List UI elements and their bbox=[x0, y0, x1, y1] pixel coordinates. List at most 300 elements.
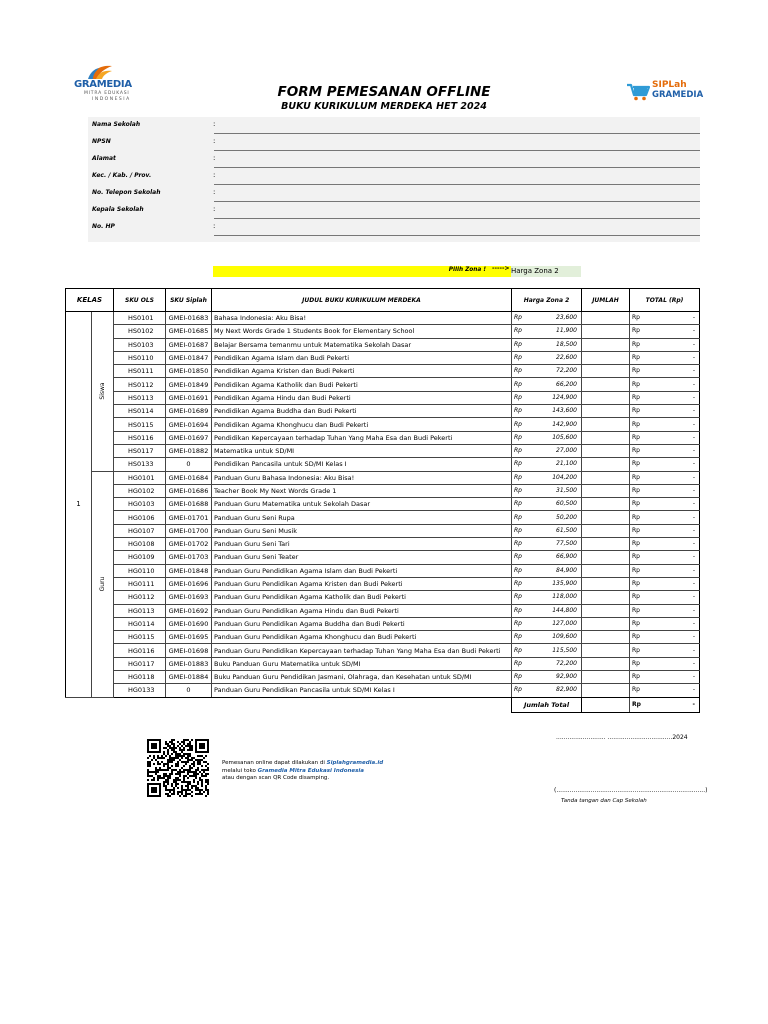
sku-siplah-cell: GMEI-01882 bbox=[166, 444, 212, 457]
harga-value: 115,500 bbox=[552, 646, 577, 654]
currency-label: Rp bbox=[514, 354, 522, 362]
role-label: Guru bbox=[98, 576, 106, 592]
info-row-kecamatan[interactable] bbox=[88, 168, 700, 185]
sku-ols-cell: HG0110 bbox=[114, 564, 166, 577]
info-value[interactable]: : bbox=[213, 137, 216, 145]
total-cell bbox=[630, 471, 700, 484]
harga-cell bbox=[512, 325, 582, 338]
table-row bbox=[66, 312, 700, 325]
harga-cell bbox=[512, 484, 582, 497]
logo-right-line2: GRAMEDIA bbox=[652, 90, 704, 100]
logo-right-line1: SIPLah bbox=[652, 80, 687, 90]
harga-cell bbox=[512, 671, 582, 684]
jumlah-input[interactable] bbox=[582, 338, 630, 351]
sku-ols-cell: HG0114 bbox=[114, 617, 166, 630]
harga-cell bbox=[512, 551, 582, 564]
jumlah-input[interactable] bbox=[582, 351, 630, 364]
table-row bbox=[66, 405, 700, 418]
jumlah-input[interactable] bbox=[582, 631, 630, 644]
harga-value: 135,900 bbox=[552, 580, 577, 588]
harga-value: 118,000 bbox=[552, 593, 577, 601]
harga-value: 27,000 bbox=[556, 447, 577, 455]
harga-cell bbox=[512, 444, 582, 457]
table-row bbox=[66, 391, 700, 404]
harga-cell bbox=[512, 391, 582, 404]
harga-value: 105,600 bbox=[552, 433, 577, 441]
sku-ols-cell: HG0133 bbox=[114, 684, 166, 697]
jumlah-input[interactable] bbox=[582, 365, 630, 378]
jumlah-input[interactable] bbox=[582, 591, 630, 604]
jumlah-input[interactable] bbox=[582, 524, 630, 537]
total-value: - bbox=[692, 526, 695, 534]
currency-label: Rp bbox=[514, 566, 522, 574]
total-cell bbox=[630, 431, 700, 444]
harga-cell bbox=[512, 577, 582, 590]
currency-label: Rp bbox=[514, 686, 522, 694]
total-row bbox=[66, 697, 700, 712]
jumlah-input[interactable] bbox=[582, 484, 630, 497]
currency-label: Rp bbox=[514, 513, 522, 521]
harga-value: 31,500 bbox=[556, 487, 577, 494]
kelas-cell: 1 bbox=[66, 312, 92, 698]
currency-label: Rp bbox=[514, 580, 522, 588]
info-label: No. HP bbox=[92, 223, 115, 230]
jumlah-input[interactable] bbox=[582, 378, 630, 391]
currency-label: Rp bbox=[514, 447, 522, 455]
jumlah-input[interactable] bbox=[582, 671, 630, 684]
harga-value: 21,100 bbox=[556, 460, 577, 468]
page-title: FORM PEMESANAN OFFLINE bbox=[277, 84, 491, 100]
judul-cell: Panduan Guru Pendidikan Agama Kristen dan Budi Pekerti bbox=[212, 577, 512, 590]
harga-value: 84,900 bbox=[556, 566, 577, 574]
judul-cell: Panduan Guru Pendidikan Kepercayaan terhadap Tuhan Yang Maha Esa dan Budi Pekerti bbox=[212, 644, 512, 657]
sku-siplah-cell: GMEI-01693 bbox=[166, 591, 212, 604]
zona-select[interactable]: Harga Zona 2 bbox=[511, 266, 581, 277]
currency-label: Rp bbox=[514, 314, 522, 322]
sku-siplah-cell: GMEI-01701 bbox=[166, 511, 212, 524]
currency-label: Rp bbox=[514, 633, 522, 641]
sku-siplah-cell: GMEI-01686 bbox=[166, 484, 212, 497]
signature-line[interactable]: (..............................................................................) bbox=[554, 787, 708, 794]
header-jumlah: JUMLAH bbox=[582, 289, 630, 312]
harga-value: 92,900 bbox=[556, 673, 577, 681]
info-value[interactable]: : bbox=[213, 171, 216, 179]
sku-ols-cell: HS0110 bbox=[114, 351, 166, 364]
table-row bbox=[66, 458, 700, 471]
currency-label: Rp bbox=[632, 566, 640, 574]
table-row bbox=[66, 617, 700, 630]
harga-cell bbox=[512, 604, 582, 617]
sku-siplah-cell: GMEI-01884 bbox=[166, 671, 212, 684]
jumlah-input[interactable] bbox=[582, 444, 630, 457]
order-line2: melalui toko bbox=[222, 767, 258, 774]
harga-value: 66,200 bbox=[556, 380, 577, 388]
total-value: - bbox=[692, 593, 695, 601]
harga-value: 50,200 bbox=[556, 513, 577, 521]
harga-cell bbox=[512, 431, 582, 444]
judul-cell: Matematika untuk SD/MI bbox=[212, 444, 512, 457]
info-row-alamat[interactable] bbox=[88, 151, 700, 168]
table-row bbox=[66, 538, 700, 551]
info-value[interactable]: : bbox=[213, 222, 216, 230]
table-row bbox=[66, 524, 700, 537]
total-cell bbox=[630, 351, 700, 364]
harga-cell bbox=[512, 351, 582, 364]
total-spacer bbox=[66, 697, 512, 712]
total-cell bbox=[630, 418, 700, 431]
judul-cell: Panduan Guru Matematika untuk Sekolah Dasar bbox=[212, 498, 512, 511]
header-harga: Harga Zona 2 bbox=[512, 289, 582, 312]
harga-cell bbox=[512, 538, 582, 551]
school-info-form bbox=[88, 117, 700, 242]
currency-label: Rp bbox=[632, 447, 640, 455]
total-value: - bbox=[692, 580, 695, 588]
total-value: - bbox=[692, 500, 695, 508]
table-header-row bbox=[66, 289, 700, 312]
harga-value: 11,900 bbox=[556, 327, 577, 335]
total-value: - bbox=[692, 340, 695, 348]
sku-ols-cell: HG0112 bbox=[114, 591, 166, 604]
total-value: - bbox=[692, 606, 695, 614]
harga-value: 72,200 bbox=[556, 367, 577, 375]
info-row-npsn[interactable] bbox=[88, 134, 700, 151]
sku-ols-cell: HS0112 bbox=[114, 378, 166, 391]
table-row bbox=[66, 511, 700, 524]
jumlah-input[interactable] bbox=[582, 644, 630, 657]
sku-ols-cell: HS0113 bbox=[114, 391, 166, 404]
sku-ols-cell: HS0117 bbox=[114, 444, 166, 457]
sku-siplah-cell: GMEI-01698 bbox=[166, 644, 212, 657]
currency-label: Rp bbox=[514, 646, 522, 654]
judul-cell: Pendidikan Agama Islam dan Budi Pekerti bbox=[212, 351, 512, 364]
currency-label: Rp bbox=[632, 513, 640, 521]
info-value[interactable]: : bbox=[213, 188, 216, 196]
currency-label: Rp bbox=[632, 460, 640, 468]
flame-icon bbox=[88, 64, 114, 80]
sku-ols-cell: HS0115 bbox=[114, 418, 166, 431]
judul-cell: Buku Panduan Guru Matematika untuk SD/MI bbox=[212, 657, 512, 670]
jumlah-input[interactable] bbox=[582, 604, 630, 617]
total-value: - bbox=[692, 367, 695, 375]
jumlah-input[interactable] bbox=[582, 405, 630, 418]
total-cell bbox=[630, 365, 700, 378]
harga-value: 66,900 bbox=[556, 553, 577, 561]
currency-label: Rp bbox=[514, 487, 522, 494]
sku-ols-cell: HG0102 bbox=[114, 484, 166, 497]
table-row bbox=[66, 671, 700, 684]
order-line1: Pemesanan online dapat dilakukan di bbox=[222, 760, 327, 766]
info-value[interactable]: : bbox=[213, 205, 216, 213]
sku-ols-cell: HG0113 bbox=[114, 604, 166, 617]
sku-siplah-cell: GMEI-01702 bbox=[166, 538, 212, 551]
harga-value: 82,900 bbox=[556, 686, 577, 694]
jumlah-input[interactable] bbox=[582, 564, 630, 577]
sku-ols-cell: HS0102 bbox=[114, 325, 166, 338]
harga-cell bbox=[512, 312, 582, 325]
jumlah-input[interactable] bbox=[582, 577, 630, 590]
currency-label: Rp bbox=[514, 659, 522, 667]
order-line3: atau dengan scan QR Code disamping. bbox=[222, 775, 330, 781]
sku-siplah-cell: GMEI-01683 bbox=[166, 312, 212, 325]
sku-siplah-cell: 0 bbox=[166, 458, 212, 471]
table-row bbox=[66, 444, 700, 457]
currency-label: Rp bbox=[632, 606, 640, 614]
total-value: - bbox=[692, 473, 695, 481]
page-subtitle: BUKU KURIKULUM MERDEKA HET 2024 bbox=[281, 101, 487, 112]
total-value: - bbox=[692, 314, 695, 322]
currency-label: Rp bbox=[632, 553, 640, 561]
logo-left-line1: MITRA EDUKASI bbox=[84, 91, 130, 96]
sku-ols-cell: HG0108 bbox=[114, 538, 166, 551]
harga-cell bbox=[512, 418, 582, 431]
info-label: Kec. / Kab. / Prov. bbox=[92, 172, 152, 179]
jumlah-input[interactable] bbox=[582, 511, 630, 524]
harga-cell bbox=[512, 524, 582, 537]
sku-siplah-cell: GMEI-01847 bbox=[166, 351, 212, 364]
sku-siplah-cell: GMEI-01684 bbox=[166, 471, 212, 484]
judul-cell: Pendidikan Agama Khonghucu dan Budi Pekerti bbox=[212, 418, 512, 431]
harga-cell bbox=[512, 617, 582, 630]
jumlah-input[interactable] bbox=[582, 498, 630, 511]
currency-label: Rp bbox=[514, 673, 522, 681]
sku-siplah-cell: GMEI-01694 bbox=[166, 418, 212, 431]
harga-cell bbox=[512, 511, 582, 524]
info-row-no-hp[interactable] bbox=[88, 219, 700, 236]
sku-ols-cell: HG0111 bbox=[114, 577, 166, 590]
judul-cell: Pendidikan Agama Kristen dan Budi Pekerti bbox=[212, 365, 512, 378]
currency-label: Rp bbox=[632, 367, 640, 375]
info-row-nama-sekolah[interactable] bbox=[88, 117, 700, 134]
total-cell bbox=[630, 671, 700, 684]
table-row bbox=[66, 484, 700, 497]
sku-ols-cell: HG0106 bbox=[114, 511, 166, 524]
info-underline bbox=[214, 235, 700, 236]
grand-total: - bbox=[692, 700, 695, 708]
total-cell bbox=[630, 577, 700, 590]
info-value[interactable]: : bbox=[213, 120, 216, 128]
total-value: - bbox=[692, 673, 695, 681]
total-value: - bbox=[692, 393, 695, 401]
total-value: - bbox=[692, 380, 695, 388]
harga-value: 23,600 bbox=[556, 314, 577, 322]
harga-value: 77,500 bbox=[556, 540, 577, 548]
total-cell bbox=[630, 378, 700, 391]
sku-siplah-cell: GMEI-01849 bbox=[166, 378, 212, 391]
judul-cell: Panduan Guru Seni Rupa bbox=[212, 511, 512, 524]
table-row bbox=[66, 631, 700, 644]
sku-ols-cell: HS0111 bbox=[114, 365, 166, 378]
jumlah-input[interactable] bbox=[582, 551, 630, 564]
judul-cell: Pendidikan Agama Hindu dan Budi Pekerti bbox=[212, 391, 512, 404]
total-value: - bbox=[692, 540, 695, 548]
harga-cell bbox=[512, 684, 582, 697]
header-sku-ols: SKU OLS bbox=[114, 289, 166, 312]
total-cell bbox=[630, 405, 700, 418]
currency-label: Rp bbox=[632, 354, 640, 362]
judul-cell: Panduan Guru Seni Tari bbox=[212, 538, 512, 551]
jumlah-input[interactable] bbox=[582, 684, 630, 697]
sku-ols-cell: HS0133 bbox=[114, 458, 166, 471]
harga-value: 104,200 bbox=[552, 473, 577, 481]
table-row bbox=[66, 564, 700, 577]
sku-ols-cell: HG0103 bbox=[114, 498, 166, 511]
table-row bbox=[66, 351, 700, 364]
sku-siplah-cell: GMEI-01690 bbox=[166, 617, 212, 630]
sku-siplah-cell: GMEI-01703 bbox=[166, 551, 212, 564]
sku-ols-cell: HG0115 bbox=[114, 631, 166, 644]
currency-label: Rp bbox=[514, 473, 522, 481]
harga-cell bbox=[512, 644, 582, 657]
total-value: - bbox=[692, 433, 695, 441]
harga-cell bbox=[512, 365, 582, 378]
total-value: - bbox=[692, 447, 695, 455]
table-row bbox=[66, 365, 700, 378]
harga-cell bbox=[512, 498, 582, 511]
harga-value: 22,600 bbox=[556, 354, 577, 362]
sku-ols-cell: HG0107 bbox=[114, 524, 166, 537]
judul-cell: Belajar Bersama temanmu untuk Matematika Sekolah Dasar bbox=[212, 338, 512, 351]
total-cell bbox=[630, 312, 700, 325]
total-cell bbox=[630, 484, 700, 497]
currency-label: Rp bbox=[514, 540, 522, 548]
table-row bbox=[66, 644, 700, 657]
jumlah-input[interactable] bbox=[582, 391, 630, 404]
table-row bbox=[66, 591, 700, 604]
currency-label: Rp bbox=[514, 393, 522, 401]
judul-cell: Pendidikan Agama Katholik dan Budi Pekerti bbox=[212, 378, 512, 391]
harga-cell bbox=[512, 338, 582, 351]
sku-siplah-cell: GMEI-01691 bbox=[166, 391, 212, 404]
harga-cell bbox=[512, 631, 582, 644]
total-cell bbox=[630, 511, 700, 524]
header-judul: JUDUL BUKU KURIKULUM MERDEKA bbox=[212, 289, 512, 312]
currency-label: Rp bbox=[632, 500, 640, 508]
info-value[interactable]: : bbox=[213, 154, 216, 162]
sku-ols-cell: HS0101 bbox=[114, 312, 166, 325]
currency-label: Rp bbox=[632, 646, 640, 654]
jumlah-total-qty bbox=[582, 697, 630, 712]
total-cell bbox=[630, 631, 700, 644]
sku-siplah-cell: GMEI-01692 bbox=[166, 604, 212, 617]
harga-value: 61,500 bbox=[556, 526, 577, 534]
total-cell bbox=[630, 591, 700, 604]
total-cell bbox=[630, 644, 700, 657]
harga-value: 60,500 bbox=[556, 500, 577, 508]
currency-label: Rp bbox=[514, 460, 522, 468]
judul-cell: My Next Words Grade 1 Students Book for Elementary School bbox=[212, 325, 512, 338]
table-row bbox=[66, 657, 700, 670]
currency-label: Rp bbox=[514, 500, 522, 508]
table-row bbox=[66, 577, 700, 590]
sku-siplah-cell: GMEI-01695 bbox=[166, 631, 212, 644]
jumlah-input[interactable] bbox=[582, 418, 630, 431]
currency-label: Rp bbox=[514, 340, 522, 348]
sku-ols-cell: HG0101 bbox=[114, 471, 166, 484]
currency-label: Rp bbox=[632, 420, 640, 428]
jumlah-input[interactable] bbox=[582, 431, 630, 444]
harga-value: 109,600 bbox=[552, 633, 577, 641]
currency-label: Rp bbox=[632, 407, 640, 415]
store-link[interactable]: Gramedia Mitra Edukasi Indonesia bbox=[257, 767, 364, 774]
jumlah-input[interactable] bbox=[582, 617, 630, 630]
qr-code-icon[interactable] bbox=[147, 739, 209, 797]
total-cell bbox=[630, 657, 700, 670]
role-label: Siswa bbox=[98, 382, 106, 400]
currency-label: Rp bbox=[514, 593, 522, 601]
total-value: - bbox=[692, 646, 695, 654]
siplah-link[interactable]: Siplahgramedia.id bbox=[326, 760, 384, 766]
info-row-kepala-sekolah[interactable] bbox=[88, 202, 700, 219]
total-cell bbox=[630, 551, 700, 564]
jumlah-input[interactable] bbox=[582, 657, 630, 670]
signature-caption: Tanda tangan dan Cap Sekolah bbox=[561, 798, 647, 804]
sku-ols-cell: HS0116 bbox=[114, 431, 166, 444]
currency-label: Rp bbox=[632, 686, 640, 694]
harga-cell bbox=[512, 458, 582, 471]
harga-value: 72,200 bbox=[556, 659, 577, 667]
sku-ols-cell: HS0114 bbox=[114, 405, 166, 418]
total-value: - bbox=[692, 659, 695, 667]
jumlah-total-label: Jumlah Total bbox=[512, 697, 582, 712]
currency-label: Rp bbox=[632, 540, 640, 548]
sku-ols-cell: HG0118 bbox=[114, 671, 166, 684]
judul-cell: Pendidikan Kepercayaan terhadap Tuhan Yang Maha Esa dan Budi Pekerti bbox=[212, 431, 512, 444]
sku-ols-cell: HS0103 bbox=[114, 338, 166, 351]
currency-label: Rp bbox=[514, 553, 522, 561]
logo-left-line2: INDONESIA bbox=[92, 97, 131, 102]
total-value: - bbox=[692, 633, 695, 641]
harga-cell bbox=[512, 471, 582, 484]
currency-label: Rp bbox=[632, 380, 640, 388]
jumlah-input[interactable] bbox=[582, 325, 630, 338]
currency-label: Rp bbox=[632, 433, 640, 441]
jumlah-input[interactable] bbox=[582, 538, 630, 551]
info-label: No. Telepon Sekolah bbox=[92, 189, 161, 196]
jumlah-input[interactable] bbox=[582, 471, 630, 484]
info-row-telepon[interactable] bbox=[88, 185, 700, 202]
total-value: - bbox=[692, 407, 695, 415]
total-cell bbox=[630, 498, 700, 511]
info-label: Alamat bbox=[92, 155, 116, 162]
info-label: NPSN bbox=[92, 138, 111, 145]
sku-ols-cell: HG0117 bbox=[114, 657, 166, 670]
judul-cell: Panduan Guru Seni Teater bbox=[212, 551, 512, 564]
judul-cell: Panduan Guru Pendidikan Agama Islam dan Budi Pekerti bbox=[212, 564, 512, 577]
table-row bbox=[66, 498, 700, 511]
total-cell bbox=[630, 338, 700, 351]
judul-cell: Panduan Guru Seni Musik bbox=[212, 524, 512, 537]
table-row bbox=[66, 604, 700, 617]
total-cell bbox=[630, 325, 700, 338]
total-cell bbox=[630, 564, 700, 577]
currency-label: Rp bbox=[514, 433, 522, 441]
table-row bbox=[66, 378, 700, 391]
total-cell bbox=[630, 684, 700, 697]
currency-label: Rp bbox=[514, 327, 522, 335]
harga-value: 143,600 bbox=[552, 407, 577, 415]
date-line[interactable]: .......................... ..................................2024 bbox=[556, 734, 688, 741]
table-row bbox=[66, 325, 700, 338]
table-row bbox=[66, 338, 700, 351]
jumlah-input[interactable] bbox=[582, 458, 630, 471]
sku-siplah-cell: GMEI-01697 bbox=[166, 431, 212, 444]
currency-label: Rp bbox=[632, 619, 640, 627]
header-kelas: KELAS bbox=[66, 289, 114, 312]
judul-cell: Buku Panduan Guru Pendidikan Jasmani, Olahraga, dan Kesehatan untuk SD/MI bbox=[212, 671, 512, 684]
sku-siplah-cell: GMEI-01848 bbox=[166, 564, 212, 577]
currency-label: Rp bbox=[514, 606, 522, 614]
jumlah-input[interactable] bbox=[582, 312, 630, 325]
